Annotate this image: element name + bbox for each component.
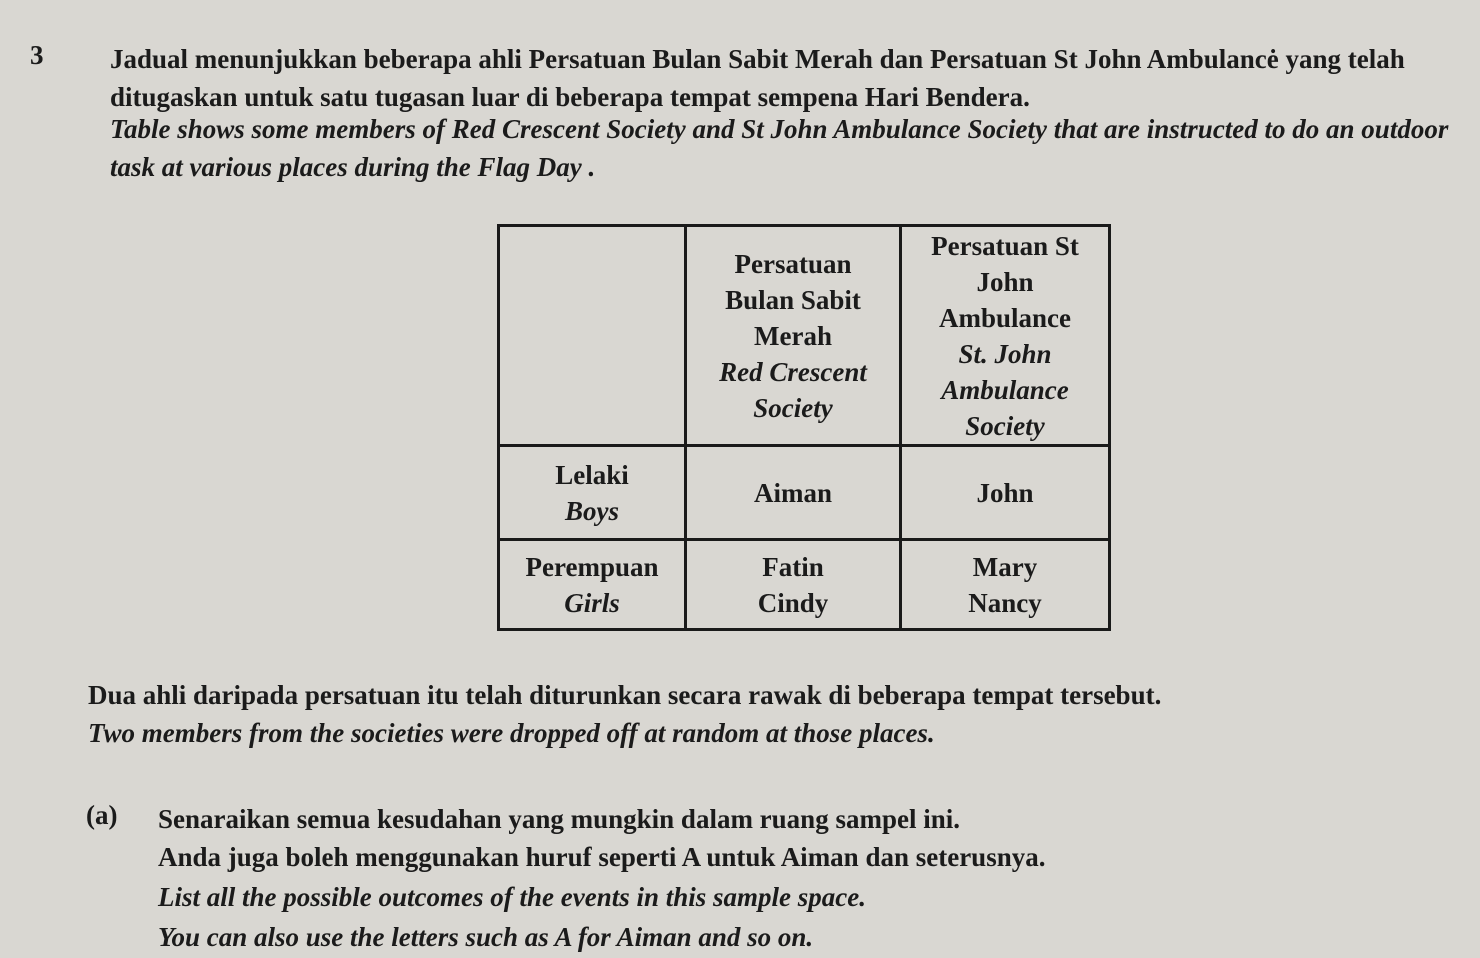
header-red-crescent-line: Red Crescent (719, 356, 867, 387)
part-a-label: (a) (86, 800, 118, 830)
row-label-malay: Lelaki (555, 459, 629, 490)
header-red-crescent-line: Bulan Sabit (725, 284, 861, 315)
member-name: Aiman (753, 477, 832, 508)
member-name: Mary (972, 551, 1038, 582)
part-a-malay-line: Senaraikan semua kesudahan yang mungkin dalam ruang sampel ini. (158, 804, 960, 834)
cell-girls-red-crescent (686, 540, 901, 630)
header-empty-cell (499, 226, 686, 446)
table-row-girls (499, 540, 1110, 630)
member-name: John (976, 477, 1034, 508)
cell-boys-st-john (901, 446, 1110, 540)
table-header-row (499, 226, 1110, 446)
question-intro-english: Table shows some members of Red Crescent Society and St John Ambulance Society that are instructed to do an outdoor task at various places during the Flag Day . (110, 114, 1449, 182)
drop-statement-english: Two members from the societies were dropped off at random at those places. (88, 718, 935, 748)
header-st-john-line: St. John (958, 338, 1052, 369)
header-st-john-line: Persatuan St (931, 230, 1079, 261)
members-table (497, 224, 1111, 631)
member-name: Nancy (968, 587, 1042, 618)
part-a-english-line: You can also use the letters such as A for Aiman and so on. (158, 922, 814, 952)
cell-girls-st-john (901, 540, 1110, 630)
row-label-english: Girls (564, 587, 620, 618)
table-row-boys (499, 446, 1110, 540)
drop-statement-malay: Dua ahli daripada persatuan itu telah diturunkan secara rawak di beberapa tempat tersebut. (88, 680, 1162, 710)
header-red-crescent-line: Society (753, 392, 833, 423)
row-label-english: Boys (565, 495, 619, 526)
row-label-boys (499, 446, 686, 540)
member-name: Fatin (762, 551, 824, 582)
row-label-girls (499, 540, 686, 630)
member-name: Cindy (757, 587, 829, 618)
question-intro-malay: Jadual menunjukkan beberapa ahli Persatuan Bulan Sabit Merah dan Persatuan St John Ambulancė yang telah ditugaskan untuk satu tugasan luar di beberapa tempat sempena Hari Bendera. (110, 44, 1405, 112)
header-red-crescent-line: Merah (754, 320, 832, 351)
part-a-malay-line: Anda juga boleh menggunakan huruf seperti A untuk Aiman dan seterusnya. (158, 842, 1046, 872)
header-st-john-line: Ambulance (938, 302, 1071, 333)
cell-boys-red-crescent (686, 446, 901, 540)
question-number: 3 (30, 40, 44, 70)
row-label-malay: Perempuan (525, 551, 659, 582)
part-a-english-line: List all the possible outcomes of the events in this sample space. (158, 882, 866, 912)
header-st-john-line: Society (965, 410, 1045, 441)
header-red-crescent (686, 226, 901, 446)
header-st-john-line: Ambulance (941, 374, 1069, 405)
header-st-john (901, 226, 1110, 446)
header-st-john-line: John (976, 266, 1034, 297)
header-red-crescent-line: Persatuan (734, 248, 852, 279)
